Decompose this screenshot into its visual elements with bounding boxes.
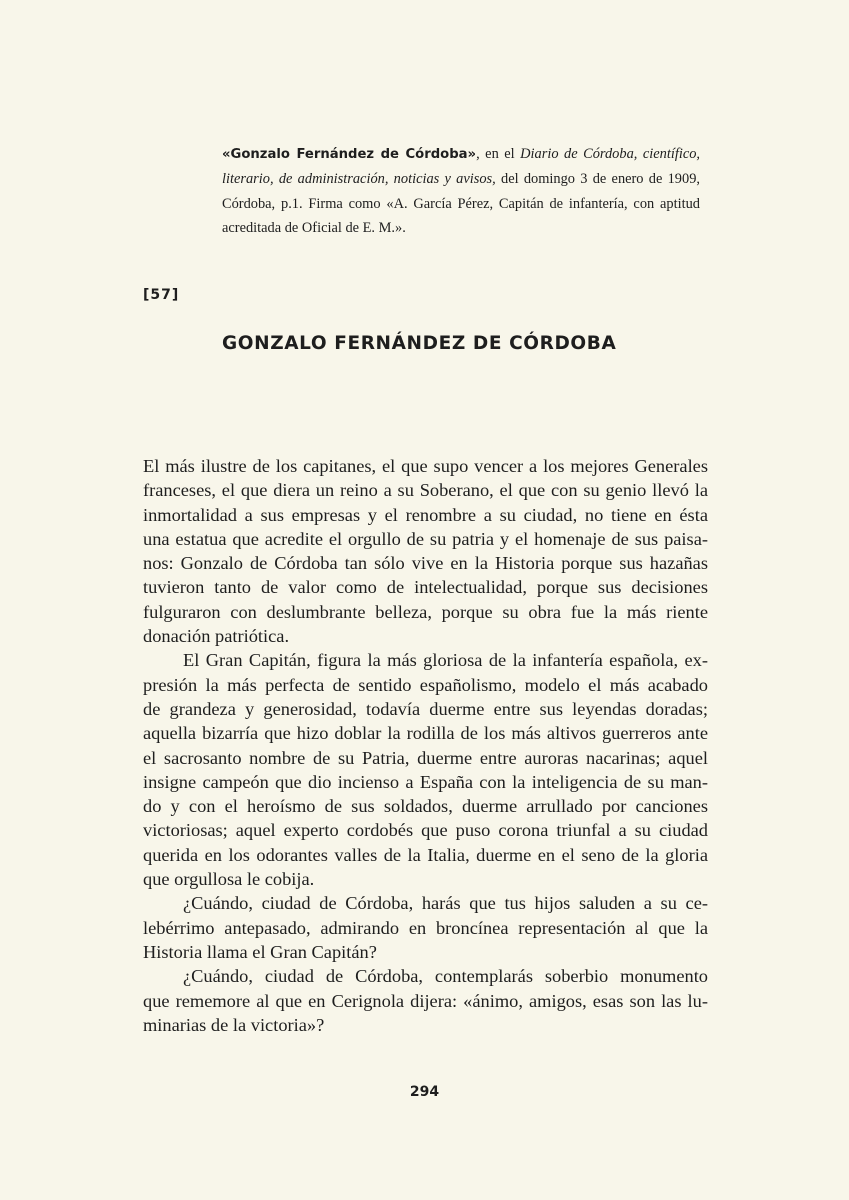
body-line: nos: Gonzalo de Córdoba tan sólo vive en la Historia porque sus hazañas xyxy=(143,553,708,574)
body-line: que orgullosa le cobija. xyxy=(143,869,315,890)
body-line: que rememore al que en Cerignola dijera: «ánimo, amigos, esas son las lu- xyxy=(143,990,708,1011)
body-line: lebérrimo antepasado, admirando en broncínea representación al que la xyxy=(143,917,708,938)
body-line: insigne campeón que dio incienso a España con la inteligencia de su man- xyxy=(143,771,708,792)
source-note-line-3: p.1. Firma como «A. García Pérez, Capitán de infantería, con aptitud acreditada xyxy=(222,195,700,236)
body-line: inmortalidad a sus empresas y el renombre a su ciudad, no tiene en ésta xyxy=(143,504,708,525)
body-text xyxy=(143,454,708,1037)
section-number: [57] xyxy=(143,287,180,303)
body-line: el sacrosanto nombre de su Patria, duerme entre auroras nacarinas; aquel xyxy=(143,747,708,768)
body-line: donación patriótica. xyxy=(143,626,290,647)
body-line: ¿Cuándo, ciudad de Córdoba, harás que tus hijos saluden a su ce- xyxy=(183,893,708,914)
body-line: minarias de la victoria»? xyxy=(143,1014,325,1035)
body-line: El más ilustre de los capitanes, el que supo vencer a los mejores Generales xyxy=(143,456,708,476)
body-line: presión la más perfecta de sentido españolismo, modelo el más acabado xyxy=(143,674,708,695)
source-note-line-4: de Oficial de E. M.». xyxy=(284,219,406,236)
page-number: 294 xyxy=(409,1084,440,1100)
body-line: Historia llama el Gran Capitán? xyxy=(143,941,377,962)
source-note xyxy=(222,142,700,240)
body-line: aquella bizarría que hizo doblar la rodilla de los más altivos guerreros ante xyxy=(143,723,708,744)
source-note-segment-italic: Diario de Córdoba, científico, literario, xyxy=(222,146,700,188)
body-line: do y con el heroísmo de sus soldados, duerme arrullado por canciones xyxy=(143,796,708,817)
body-line: de grandeza y generosidad, todavía duerme entre sus leyendas doradas; xyxy=(143,698,708,719)
source-note-segment: del domingo 3 de enero de 1909, Córdoba, xyxy=(222,171,700,212)
body-line: victoriosas; aquel experto cordobés que puso corona triunfal a su ciudad xyxy=(143,820,708,841)
body-line: El Gran Capitán, figura la más gloriosa de la infantería española, ex- xyxy=(183,650,708,671)
source-note-segment: , en el xyxy=(476,146,521,162)
body-line: franceses, el que diera un reino a su Soberano, el que con su genio llevó la xyxy=(143,480,708,501)
document-title: GONZALO FERNÁNDEZ DE CÓRDOBA xyxy=(222,333,617,354)
body-line: ¿Cuándo, ciudad de Córdoba, contemplarás soberbio monumento xyxy=(183,966,708,987)
body-line: tuvieron tanto de valor como de intelectualidad, porque sus decisiones xyxy=(143,577,708,598)
body-line: una estatua que acredite el orgullo de su patria y el homenaje de sus paisa- xyxy=(143,528,708,549)
body-line: fulguraron con deslumbrante belleza, porque su obra fue la más riente xyxy=(143,601,708,622)
source-note-bold-title: «Gonzalo Fernández de Córdoba» xyxy=(222,147,477,162)
body-line: querida en los odorantes valles de la Italia, duerme en el seno de la gloria xyxy=(143,844,708,865)
source-note-segment-italic: de administración, noticias y avisos, xyxy=(278,171,496,188)
